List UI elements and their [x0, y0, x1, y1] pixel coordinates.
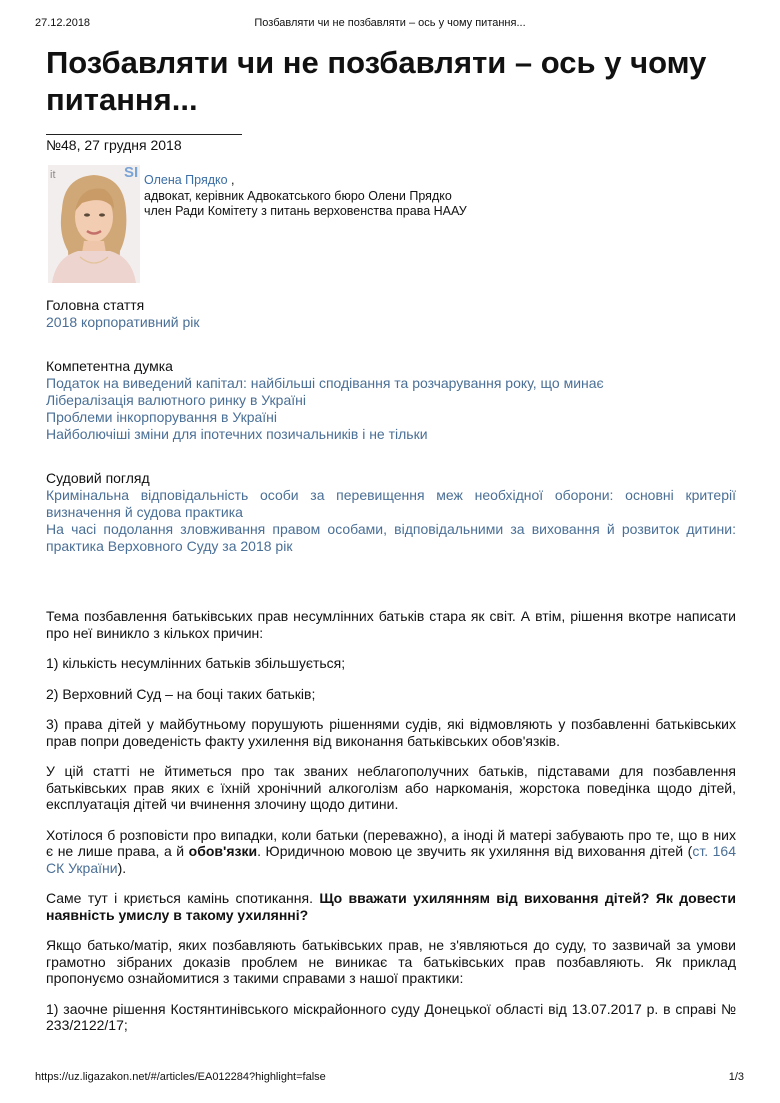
judicial-link[interactable]: Кримінальна відповідальність особи за перевищення меж необхідної оборони: основні критерії визначення й судова практика [46, 487, 736, 520]
section-judicial-view [46, 470, 736, 555]
paragraph: Тема позбавлення батьківських прав несумлінних батьків стара як світ. А втім, рішення вкотре написати про неї виникло з кількох причин: [46, 608, 736, 641]
paragraph: У цій статті не йтиметься про так званих неблагополучних батьків, підставами для позбавлення батьківських прав яких є їхній хронічний алкоголізм або наркоманія, жорстока поведінка щодо дітей, експлуатація дітей чи вчинення злочину щодо дитини. [46, 763, 736, 812]
section-title-opinion: Компетентна думка [46, 358, 173, 374]
paragraph: 3) права дітей у майбутньому порушують рішеннями судів, які відмовляють у позбавленні батьківських прав попри доведеність факту ухилення від виконання батьківських обов'язків. [46, 716, 736, 749]
svg-text:it: it [50, 169, 56, 181]
article-title: Позбавляти чи не позбавляти – ось у чому питання... [46, 45, 707, 117]
print-footer-url: https://uz.ligazakon.net/#/articles/EA012284?highlight=false [35, 1071, 326, 1083]
section-expert-opinion [46, 358, 736, 443]
section-main-article [46, 297, 736, 331]
author-block [46, 161, 736, 289]
paragraph [46, 827, 736, 877]
author-position: адвокат, керівник Адвокатського бюро Олени Прядко [144, 188, 452, 203]
title-divider [46, 134, 242, 135]
judicial-link[interactable]: На часі подолання зловживання правом особами, відповідальними за виховання й розвиток дитини: практика Верховного Суду за 2018 рік [46, 521, 736, 554]
paragraph [46, 890, 736, 923]
text-run: . Юридичною мовою це звучить як ухиляння від виховання дітей ( [257, 843, 693, 859]
author-photo [48, 165, 140, 283]
main-article-link[interactable]: 2018 корпоративний рік [46, 314, 200, 330]
opinion-link[interactable]: Проблеми інкорпорування в Україні [46, 409, 278, 425]
text-run: Хотілося б розповісти про випадки, коли батьки (переважно), а іноді й матері забувають про те, що в них є не лише права, а й [46, 826, 736, 859]
author-membership: член Ради Комітету з питань верховенства права НААУ [144, 204, 467, 218]
text-run: ). [117, 859, 127, 876]
paragraph: 2) Верховний Суд – на боці таких батьків; [46, 685, 316, 702]
page-number: 1/3 [728, 1071, 744, 1083]
bold-question: Що вважати ухилянням від виховання дітей? Як довести наявність умислу в такому ухилянні? [46, 890, 736, 923]
opinion-link[interactable]: Податок на виведений капітал: найбільші сподівання та розчарування року, що минає [46, 375, 604, 391]
author-info [144, 173, 467, 220]
svg-text:SI: SI [124, 165, 139, 181]
article-body [46, 608, 736, 1034]
section-title-judicial: Судовий погляд [46, 470, 150, 486]
opinion-link[interactable]: Найболючіші зміни для іпотечних позичальників і не тільки [46, 426, 428, 442]
paragraph: 1) кількість несумлінних батьків збільшується; [46, 655, 346, 671]
opinion-link[interactable]: Лібералізація валютного ринку в Україні [46, 392, 306, 408]
author-name-suffix: , [227, 173, 235, 187]
print-date: 27.12.2018 [35, 17, 91, 29]
article-content [46, 44, 736, 1048]
law-article-link[interactable]: ст. 164 СК України [46, 843, 736, 876]
paragraph: 1) заочне рішення Костянтинівського міскрайонного суду Донецької області від 13.07.2017 р. в справі № 233/2122/17; [46, 1000, 736, 1033]
text-run: Саме тут і криється камінь спотикання. [46, 890, 320, 906]
issue-info: №48, 27 грудня 2018 [46, 137, 182, 153]
section-title-main: Головна стаття [46, 297, 145, 313]
paragraph: Якщо батько/матір, яких позбавляють батьківських прав, не з'являються до суду, то зазвичай за умови грамотно зібраних доказів проблем не виникає та батьківських прав позбавляють. Як приклад пропонуємо ознайомитися з такими справами з нашої практики: [46, 937, 736, 986]
author-name-link[interactable]: Олена Прядко [144, 173, 228, 187]
print-header-title: Позбавляти чи не позбавляти – ось у чому питання... [254, 17, 526, 29]
bold-text: обов'язки [188, 843, 258, 859]
